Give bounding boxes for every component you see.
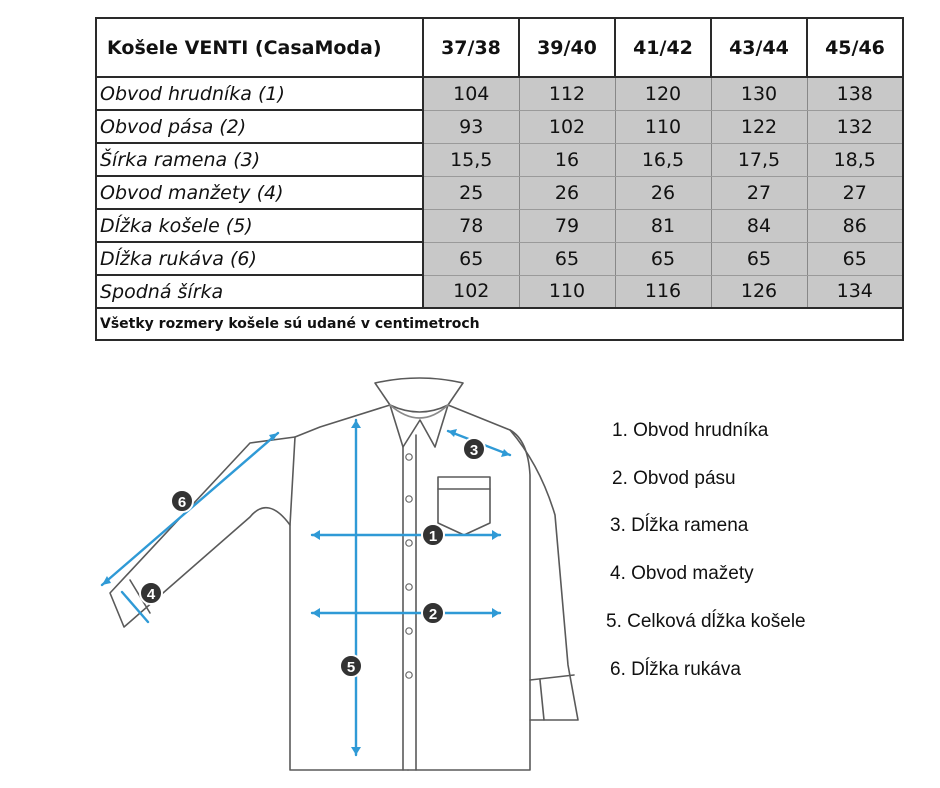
size-header: 43/44 <box>711 18 807 77</box>
marker-number: 6 <box>177 494 187 511</box>
arrowhead-icon <box>351 747 361 755</box>
marker-number: 5 <box>346 659 356 676</box>
marker-2 <box>422 602 444 624</box>
arrowhead-icon <box>351 420 361 428</box>
table-cell: 126 <box>711 275 807 308</box>
table-footer-row <box>96 308 903 340</box>
table-cell: 79 <box>519 209 615 242</box>
size-header: 39/40 <box>519 18 615 77</box>
measure-lines <box>102 420 510 755</box>
table-cell: 27 <box>711 176 807 209</box>
button-icon <box>406 672 412 678</box>
marker-number: 1 <box>428 528 438 545</box>
table-cell: 27 <box>807 176 903 209</box>
table-cell: 84 <box>711 209 807 242</box>
arrowhead-icon <box>492 530 500 540</box>
arrowhead-icon <box>492 608 500 618</box>
table-cell: 18,5 <box>807 143 903 176</box>
table-cell: 65 <box>519 242 615 275</box>
table-cell: 65 <box>423 242 519 275</box>
table-cell: 110 <box>519 275 615 308</box>
table-cell: 65 <box>807 242 903 275</box>
table-row <box>96 77 903 110</box>
table-cell: 112 <box>519 77 615 110</box>
table-cell: 104 <box>423 77 519 110</box>
table-row <box>96 176 903 209</box>
table-cell: 130 <box>711 77 807 110</box>
row-label: Obvod pása (2) <box>96 110 423 143</box>
table-row <box>96 275 903 308</box>
row-label: Dĺžka rukáva (6) <box>96 242 423 275</box>
table-cell: 26 <box>615 176 711 209</box>
size-header: 45/46 <box>807 18 903 77</box>
table-cell: 15,5 <box>423 143 519 176</box>
table-cell: 16,5 <box>615 143 711 176</box>
row-label: Spodná šírka <box>96 275 423 308</box>
legend-item: 5. Celková dĺžka košele <box>606 611 806 632</box>
shirt-outline <box>110 378 578 770</box>
arrowhead-icon <box>312 608 320 618</box>
legend-item: 2. Obvod pásu <box>612 468 736 489</box>
table-cell: 78 <box>423 209 519 242</box>
table-cell: 25 <box>423 176 519 209</box>
table-cell: 110 <box>615 110 711 143</box>
shirt-buttons <box>406 454 412 678</box>
marker-3 <box>463 438 485 460</box>
legend-item: 6. Dĺžka rukáva <box>610 659 741 680</box>
row-label: Obvod manžety (4) <box>96 176 423 209</box>
table-row <box>96 110 903 143</box>
table-cell: 134 <box>807 275 903 308</box>
row-label: Šírka ramena (3) <box>96 143 423 176</box>
marker-5 <box>340 655 362 677</box>
table-cell: 138 <box>807 77 903 110</box>
table-cell: 93 <box>423 110 519 143</box>
legend-item: 4. Obvod mažety <box>610 563 754 584</box>
table-row <box>96 209 903 242</box>
table-title: Košele VENTI (CasaModa) <box>96 18 423 77</box>
button-icon <box>406 628 412 634</box>
table-footnote: Všetky rozmery košele sú udané v centimetroch <box>96 308 903 340</box>
table-cell: 17,5 <box>711 143 807 176</box>
table-row <box>96 242 903 275</box>
legend-item: 1. Obvod hrudníka <box>612 420 769 441</box>
table-cell: 116 <box>615 275 711 308</box>
marker-number: 2 <box>428 606 438 623</box>
table-cell: 132 <box>807 110 903 143</box>
table-cell: 65 <box>711 242 807 275</box>
legend-item: 3. Dĺžka ramena <box>610 515 749 536</box>
table-cell: 81 <box>615 209 711 242</box>
shirt-diagram <box>90 375 610 785</box>
size-table <box>95 17 904 341</box>
marker-4 <box>140 582 162 604</box>
table-cell: 86 <box>807 209 903 242</box>
marker-number: 3 <box>469 442 479 459</box>
arrowhead-icon <box>312 530 320 540</box>
table-cell: 120 <box>615 77 711 110</box>
button-icon <box>406 454 412 460</box>
measure-arrowheads <box>102 420 510 755</box>
button-icon <box>406 496 412 502</box>
table-cell: 65 <box>615 242 711 275</box>
size-header: 41/42 <box>615 18 711 77</box>
size-header: 37/38 <box>423 18 519 77</box>
table-cell: 26 <box>519 176 615 209</box>
row-label: Obvod hrudníka (1) <box>96 77 423 110</box>
table-cell: 102 <box>423 275 519 308</box>
table-header-row <box>96 18 903 77</box>
button-icon <box>406 540 412 546</box>
marker-number: 4 <box>146 586 156 603</box>
table-cell: 102 <box>519 110 615 143</box>
table-cell: 122 <box>711 110 807 143</box>
table-cell: 16 <box>519 143 615 176</box>
marker-1 <box>422 524 444 546</box>
row-label: Dĺžka košele (5) <box>96 209 423 242</box>
button-icon <box>406 584 412 590</box>
table-row <box>96 143 903 176</box>
marker-6 <box>171 490 193 512</box>
